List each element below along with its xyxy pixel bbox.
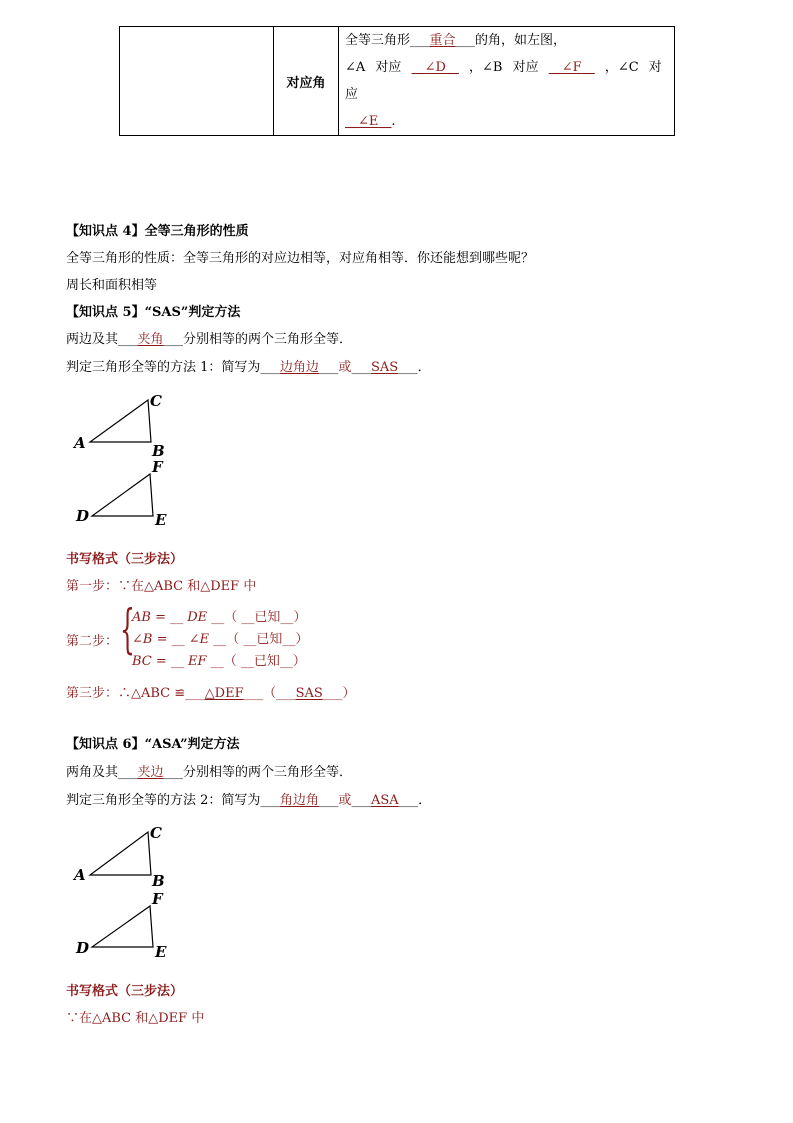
table-row-label: 对应角 <box>274 27 339 136</box>
label-a-2: A <box>74 866 86 884</box>
table-line-3: __∠E__. <box>345 114 396 129</box>
label-a: A <box>74 434 86 452</box>
label-f: F <box>152 458 163 476</box>
kp4-answer: 周长和面积相等 <box>66 278 158 293</box>
sas-triangles-figure <box>70 390 180 530</box>
label-b-2: B <box>152 872 165 890</box>
label-b: B <box>152 442 165 460</box>
kp5-step1: 第一步：∵在△ABC 和△DEF 中 <box>66 579 257 594</box>
kp6-heading: 【知识点 6】“ASA”判定方法 <box>66 737 240 752</box>
triangle-def <box>92 474 153 516</box>
label-c: C <box>150 392 162 410</box>
table-content-cell <box>339 27 675 136</box>
table-line-1: 全等三角形___重合___的角，如左图， <box>345 33 567 48</box>
label-d: D <box>76 507 90 525</box>
kp5-eq-row-1: AB = __ DE __（ __已知__） <box>132 610 307 625</box>
label-f-2: F <box>152 890 163 908</box>
brace-icon: { <box>120 600 135 660</box>
triangle-def-2 <box>92 906 153 947</box>
kp5-eq-row-2: ∠B = __ ∠E __（ __已知__） <box>132 632 309 647</box>
kp4-heading: 【知识点 4】全等三角形的性质 <box>66 224 249 239</box>
table-line-2: ∠A 对应 __∠D__ ，∠B 对应 __∠F__ ，∠C 对应 <box>345 60 662 102</box>
kp5-line1: 两边及其___夹角___分别相等的两个三角形全等． <box>66 332 353 347</box>
kp6-line1: 两角及其___夹边___分别相等的两个三角形全等． <box>66 765 353 780</box>
triangle-abc-2 <box>90 832 151 875</box>
kp6-line2: 判定三角形全等的方法 2：简写为___角边角___或___ASA___． <box>66 793 432 808</box>
kp5-eq-row-3: BC = __ EF __（ __已知__） <box>132 654 306 669</box>
asa-triangles-figure <box>70 822 180 962</box>
label-e-2: E <box>155 943 167 961</box>
triangle-abc <box>90 400 151 442</box>
correspondence-table <box>119 26 675 136</box>
kp5-step3: 第三步：∴△ABC ≌___△DEF___（___SAS___） <box>66 686 356 701</box>
kp4-text: 全等三角形的性质：全等三角形的对应边相等，对应角相等．你还能想到哪些呢？ <box>66 251 535 266</box>
label-e: E <box>155 511 167 529</box>
table-empty-cell <box>120 27 274 136</box>
kp5-step2-label: 第二步： <box>66 634 119 649</box>
kp6-format-title: 书写格式（三步法） <box>66 984 184 999</box>
kp6-step1: ∵在△ABC 和△DEF 中 <box>66 1011 205 1026</box>
label-c-2: C <box>150 824 162 842</box>
kp5-line2: 判定三角形全等的方法 1：简写为___边角边___或___SAS___． <box>66 360 431 375</box>
label-d-2: D <box>76 939 90 957</box>
kp5-heading: 【知识点 5】“SAS”判定方法 <box>66 305 241 320</box>
kp5-format-title: 书写格式（三步法） <box>66 552 184 567</box>
